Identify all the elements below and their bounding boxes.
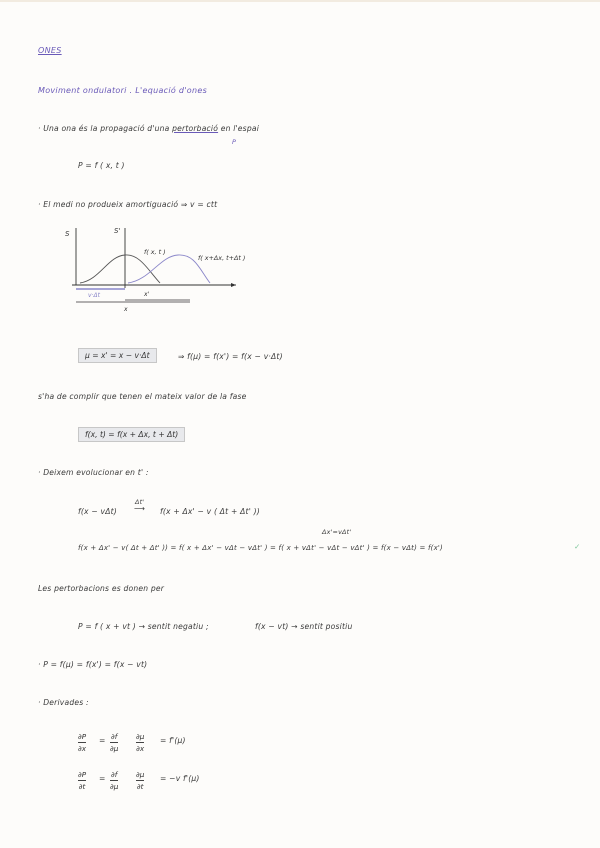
x-prime-label: x' xyxy=(144,291,150,298)
keyword-symbol: P xyxy=(232,138,237,146)
mu-definition-box: μ = x' = x − v·Δt xyxy=(78,348,157,363)
negative-direction: P = f ( x + vt ) → sentit negatiu ; xyxy=(78,622,209,631)
denominator: ∂x xyxy=(136,744,145,753)
section-subtitle: Moviment ondulatori . L'equació d'ones xyxy=(38,86,208,95)
numerator: ∂f xyxy=(111,770,118,779)
evolve-arrow-label: Δt' xyxy=(135,498,145,506)
definition-prefix: · Una ona és la propagació d'una xyxy=(38,124,170,133)
p-function-line: · P = f(μ) = f(x') = f(x − vt) xyxy=(38,660,148,669)
medium-line: · El medi no produeix amortiguació ⇒ v = ctt xyxy=(38,200,218,209)
denominator: ∂x xyxy=(78,744,87,753)
evolve-derivation: f(x + Δx' − v( Δt + Δt' )) = f( x + Δx' − vΔt − vΔt' ) = f( x + vΔt' − vΔt − vΔt' ) = f(x − vΔt) = f(x') xyxy=(78,544,443,552)
denominator: ∂μ xyxy=(110,744,119,753)
evolve-line: · Deixem evolucionar en t' : xyxy=(38,468,149,477)
derivatives-heading: · Derivades : xyxy=(38,698,89,707)
df-dmu-fraction xyxy=(110,770,118,791)
definition-keyword: pertorbació xyxy=(172,124,219,133)
numerator: ∂μ xyxy=(136,732,145,741)
numerator: ∂f xyxy=(111,732,118,741)
dmu-dx-fraction xyxy=(136,732,144,753)
df-dmu-fraction xyxy=(110,732,118,753)
definition-suffix: en l'espai xyxy=(220,124,260,133)
positive-direction: f(x − vt) → sentit positiu xyxy=(255,622,353,631)
wave-curve-initial xyxy=(80,255,160,283)
phase-equation-box: f(x, t) = f(x + Δx, t + Δt) xyxy=(78,427,185,442)
derivative-x-result: = f'(μ) xyxy=(160,736,186,745)
dp-dx-fraction xyxy=(78,732,86,753)
dmu-dt-fraction xyxy=(136,770,144,791)
x-axis-arrow-icon xyxy=(231,283,236,287)
notes-title: ONES xyxy=(38,46,62,55)
vdt-label: v·Δt xyxy=(88,292,100,299)
curve-initial-label: f( x, t ) xyxy=(144,248,166,256)
denominator: ∂t xyxy=(136,782,144,791)
derivative-t-result: = −v f'(μ) xyxy=(160,774,200,783)
numerator: ∂P xyxy=(78,770,87,779)
substitution-note: Δx'=vΔt' xyxy=(322,528,352,536)
equation-p: P = f ( x, t ) xyxy=(78,161,125,170)
evolve-right: f(x + Δx' − v ( Δt + Δt' )) xyxy=(160,507,260,516)
denominator: ∂μ xyxy=(110,782,119,791)
label-s-prime: S' xyxy=(114,227,121,235)
equals-sign: = xyxy=(99,774,106,783)
curve-shifted-label: f( x+Δx, t+Δt ) xyxy=(198,254,246,262)
equals-sign: = xyxy=(99,736,106,745)
disturbance-line: Les pertorbacions es donen per xyxy=(38,584,165,593)
phase-line: s'ha de complir que tenen el mateix valor de la fase xyxy=(38,392,247,401)
evolve-left: f(x − vΔt) xyxy=(78,507,117,516)
x-label: x xyxy=(124,306,128,313)
mu-equation: ⇒ f(μ) = f(x') = f(x − v·Δt) xyxy=(178,352,283,361)
numerator: ∂μ xyxy=(136,770,145,779)
label-s: S xyxy=(65,230,70,238)
check-icon: ✓ xyxy=(574,542,581,551)
dp-dt-fraction xyxy=(78,770,86,791)
numerator: ∂P xyxy=(78,732,87,741)
evolve-arrow-icon: ⟶ xyxy=(134,504,146,513)
denominator: ∂t xyxy=(78,782,86,791)
